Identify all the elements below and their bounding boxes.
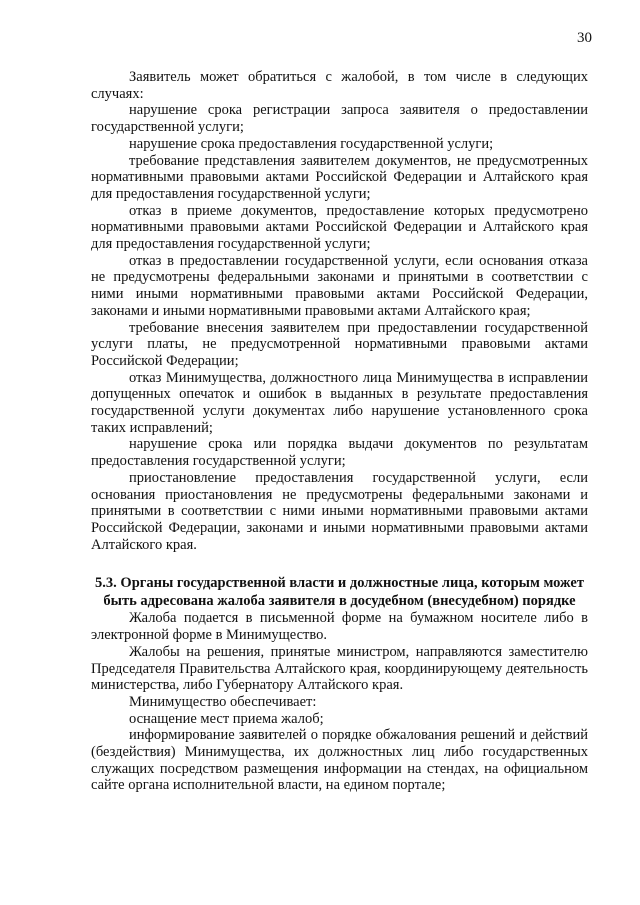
paragraph: требование внесения заявителем при предоставлении государственной услуги платы, не предусмотренной нормативными правовыми актами Российской Федерации; xyxy=(91,319,588,369)
section-heading: 5.3. Органы государственной власти и должностные лица, которым может быть адресована жалоба заявителя в досудебном (внесудебном) порядке xyxy=(95,575,584,609)
page-number: 30 xyxy=(577,30,592,46)
paragraph: нарушение срока регистрации запроса заявителя о предоставлении государственной услуги; xyxy=(91,102,588,136)
paragraph: информирование заявителей о порядке обжалования решений и действий (бездействия) Минимущества, их должностных лиц либо государственных служащих посредством размещения информации на стендах, на официальном сайте органа исполнительной власти, на едином портале; xyxy=(91,727,588,794)
paragraph: требование представления заявителем документов, не предусмотренных нормативными правовыми актами Российской Федерации и Алтайского края для предоставления государственной услуги; xyxy=(91,152,588,202)
paragraph: отказ в предоставлении государственной услуги, если основания отказа не предусмотрены федеральными законами и принятыми в соответствии с ними иными нормативными правовыми актами Российской Федерации, законами и иными нормативными правовыми актами Алтайского края; xyxy=(91,252,588,319)
paragraph: отказ Минимущества, должностного лица Минимущества в исправлении допущенных опечаток и ошибок в выданных в результате предоставления государственной услуги документах либо нарушение установленного срока таких исправлений; xyxy=(91,369,588,436)
paragraph: отказ в приеме документов, предоставление которых предусмотрено нормативными правовыми актами Российской Федерации и Алтайского края для предоставления государственной услуги; xyxy=(91,202,588,253)
paragraph: нарушение срока предоставления государственной услуги; xyxy=(129,135,494,152)
paragraph: оснащение мест приема жалоб; xyxy=(129,710,324,727)
paragraph: Минимущество обеспечивает: xyxy=(129,693,317,710)
paragraph: Заявитель может обратиться с жалобой, в том числе в следующих случаях: xyxy=(91,69,588,102)
paragraph: Жалоба подается в письменной форме на бумажном носителе либо в электронной форме в Минимущество. xyxy=(91,610,588,644)
paragraph: нарушение срока или порядка выдачи документов по результатам предоставления государственной услуги; xyxy=(91,436,588,470)
paragraph: Жалобы на решения, принятые министром, направляются заместителю Председателя Правительства Алтайского края, координирующему деятельность министерства, либо Губернатору Алтайского края. xyxy=(91,643,588,694)
paragraph: приостановление предоставления государственной услуги, если основания приостановления не предусмотрены федеральными законами и принятыми в соответствии с ними иными нормативными правовыми актами Российской Федерации, законами и иными нормативными правовыми актами Алтайского края. xyxy=(91,469,588,553)
document-body xyxy=(91,69,588,794)
